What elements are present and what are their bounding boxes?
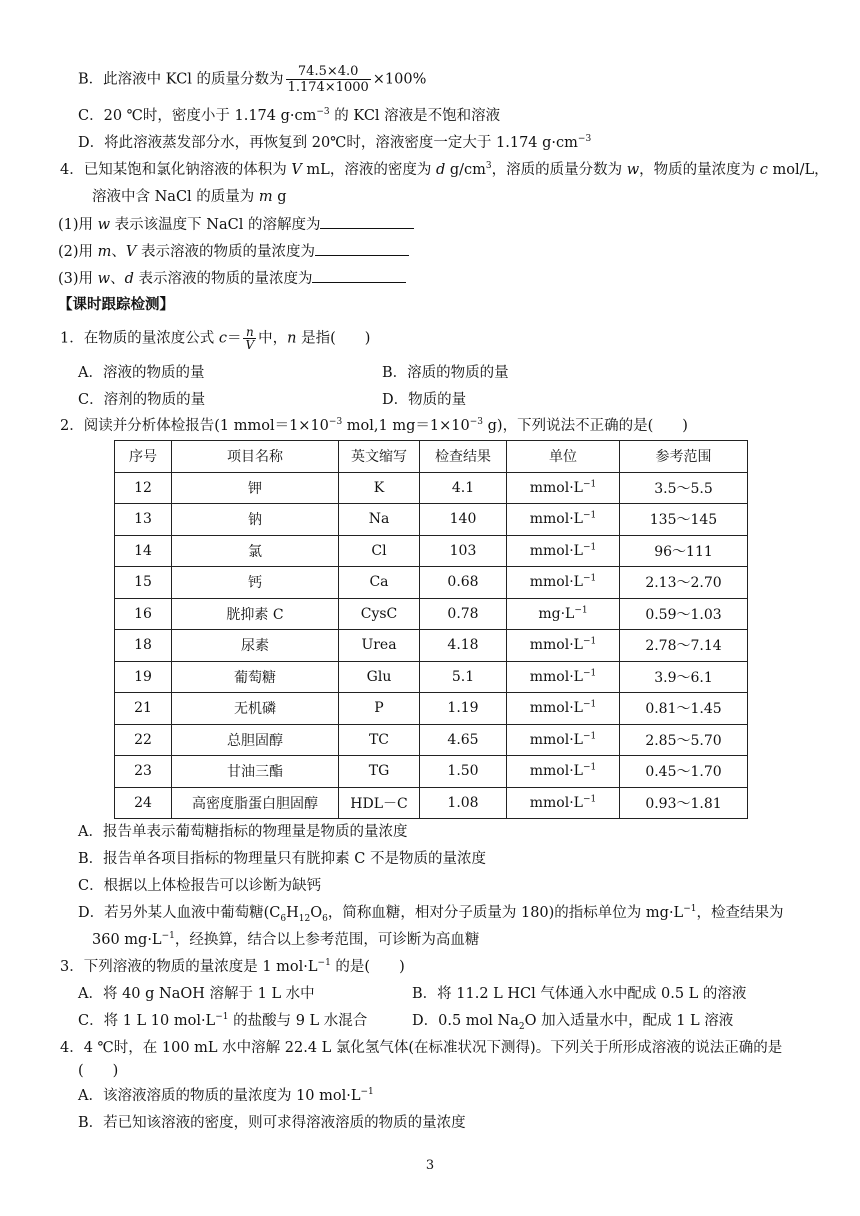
var: c — [759, 162, 768, 178]
table-cell — [115, 630, 172, 662]
table-cell — [620, 630, 748, 662]
fraction — [286, 64, 371, 95]
text: 的盐酸与 9 L 水混合 — [228, 1013, 368, 1029]
p3-option-c — [78, 1011, 367, 1031]
cell-text: mmol·L — [529, 763, 583, 780]
text: B．此溶液中 KCl 的质量分数为 — [78, 71, 284, 88]
superscript: −1 — [582, 731, 597, 742]
var: V — [291, 162, 302, 178]
table-cell — [420, 472, 507, 504]
cell-text: mmol·L — [529, 668, 583, 685]
text: 、 — [110, 271, 125, 287]
superscript: −1 — [161, 931, 175, 942]
text: 、 — [111, 244, 126, 260]
col-header: 项目名称 — [172, 441, 339, 473]
text: 的是( ) — [330, 959, 405, 975]
superscript: −1 — [582, 668, 597, 679]
fraction — [243, 326, 256, 351]
superscript: 3 — [485, 161, 492, 172]
table-cell — [339, 756, 420, 788]
p3-option-a: A．将 40 g NaOH 溶解于 1 L 水中 — [78, 986, 315, 1002]
cell-text: 13 — [134, 511, 152, 528]
table-cell — [507, 756, 620, 788]
superscript: −1 — [215, 1012, 229, 1023]
text: 表示溶液的物质的量浓度为 — [136, 244, 315, 260]
q4-stem-line1 — [60, 160, 829, 180]
cell-text: 135～145 — [649, 512, 718, 529]
superscript: −1 — [582, 762, 597, 773]
q4-sub3 — [58, 268, 406, 289]
col-header: 单位 — [507, 441, 620, 473]
table-row — [115, 567, 748, 599]
table-row — [115, 472, 748, 504]
cell-text: mmol·L — [529, 542, 583, 559]
table-cell — [172, 598, 339, 630]
cell-text: 22 — [134, 731, 152, 748]
superscript: −1 — [582, 699, 597, 710]
cell-text: 19 — [134, 668, 152, 685]
text: (3)用 — [58, 271, 98, 287]
text: 的 KCl 溶液是不饱和溶液 — [329, 108, 501, 124]
table-cell — [420, 598, 507, 630]
col-header: 英文缩写 — [339, 441, 420, 473]
fraction-numerator: 74.5×4.0 — [286, 64, 371, 80]
cell-text: Glu — [366, 668, 392, 685]
superscript: −1 — [582, 479, 597, 490]
p2-option-d-cont — [92, 930, 479, 950]
table-cell — [115, 504, 172, 536]
text: (2)用 — [58, 244, 98, 260]
col-header: 检查结果 — [420, 441, 507, 473]
table-cell — [172, 756, 339, 788]
cell-text: CysC — [360, 605, 398, 622]
cell-text: 140 — [449, 511, 477, 528]
text: ，溶质的质量分数为 — [491, 162, 627, 178]
table-cell — [620, 598, 748, 630]
superscript: −3 — [577, 134, 592, 145]
p4-option-a — [78, 1086, 374, 1106]
p2-option-c: C．根据以上体检报告可以诊断为缺钙 — [78, 878, 322, 894]
cell-text: mmol·L — [529, 794, 583, 811]
p1-option-b: B．溶质的物质的量 — [382, 365, 509, 381]
superscript: −1 — [582, 510, 597, 521]
text: mL，溶液的密度为 — [301, 162, 436, 178]
cell-text: 3.9～6.1 — [654, 669, 713, 686]
table-row — [115, 598, 748, 630]
cell-text: HDL－C — [350, 795, 408, 812]
text: C．20 ℃时，密度小于 1.174 g·cm — [78, 108, 317, 124]
p1-option-c: C．溶剂的物质的量 — [78, 392, 206, 408]
cell-text: 高密度脂蛋白胆固醇 — [192, 795, 318, 812]
superscript: −3 — [316, 107, 330, 118]
text: D．将此溶液蒸发部分水，再恢复到 20℃时，溶液密度一定大于 1.174 g·cm — [78, 135, 578, 151]
table-row — [115, 787, 748, 819]
cell-text: 0.45～1.70 — [645, 764, 722, 781]
cell-text: 18 — [134, 637, 152, 654]
superscript: −1 — [582, 542, 597, 553]
cell-text: 24 — [134, 794, 152, 811]
cell-text: 103 — [449, 542, 477, 559]
cell-text: 1.08 — [447, 794, 479, 811]
table-cell — [339, 598, 420, 630]
table-cell — [172, 630, 339, 662]
table-cell — [172, 787, 339, 819]
cell-text: 23 — [134, 763, 152, 780]
table-cell — [620, 787, 748, 819]
text: 溶液中含 NaCl 的质量为 — [92, 189, 259, 205]
cell-text: 3.5～5.5 — [654, 480, 713, 497]
cell-text: 0.81～1.45 — [645, 701, 722, 718]
table-cell — [507, 504, 620, 536]
cell-text: 钙 — [248, 575, 262, 592]
page-number: 3 — [425, 1158, 435, 1173]
superscript: −1 — [317, 958, 331, 969]
cell-text: 0.78 — [447, 605, 479, 622]
table-cell — [172, 472, 339, 504]
subscript: 2 — [518, 1021, 525, 1032]
superscript: −1 — [683, 904, 697, 915]
var: d — [435, 162, 446, 178]
p4-stem-cont: ( ) — [78, 1063, 119, 1079]
cell-text: 5.1 — [451, 668, 475, 685]
table-cell — [339, 661, 420, 693]
table-cell — [507, 567, 620, 599]
cell-text: 2.85～5.70 — [645, 732, 722, 749]
cell-text: 氯 — [248, 543, 262, 560]
text: 是指( ) — [296, 330, 371, 347]
table-row — [115, 504, 748, 536]
table-cell — [339, 504, 420, 536]
cell-text: Cl — [371, 542, 387, 559]
text: D．0.5 mol Na — [412, 1013, 519, 1029]
table-cell — [507, 787, 620, 819]
fraction-denominator: 1.174×1000 — [287, 80, 369, 95]
cell-text: 胱抑素 C — [226, 606, 284, 623]
superscript: −3 — [328, 417, 343, 428]
lab-report-table — [114, 440, 748, 819]
answer-blank[interactable] — [320, 214, 414, 229]
table-cell — [420, 756, 507, 788]
table-cell — [620, 567, 748, 599]
table-row — [115, 630, 748, 662]
text: 4．已知某饱和氯化钠溶液的体积为 — [60, 162, 292, 178]
cell-text: Na — [368, 511, 390, 528]
cell-text: 0.68 — [447, 574, 479, 591]
table-cell — [620, 693, 748, 725]
table-cell — [620, 504, 748, 536]
text: 中， — [258, 330, 288, 347]
table-cell — [115, 756, 172, 788]
p1-option-d: D．物质的量 — [382, 392, 467, 408]
cell-text: 无机磷 — [234, 701, 276, 718]
text: ＝ — [226, 330, 242, 347]
text: 表示该温度下 NaCl 的溶解度为 — [110, 217, 321, 233]
subscript: 6 — [280, 913, 287, 924]
col-header: 参考范围 — [620, 441, 748, 473]
cell-text: 1.50 — [447, 763, 479, 780]
p4-option-b: B．若已知该溶液的密度，则可求得溶液溶质的物质的量浓度 — [78, 1115, 466, 1131]
var: m — [258, 189, 273, 205]
text: 表示溶液的物质的量浓度为 — [133, 271, 313, 287]
superscript: −1 — [582, 636, 597, 647]
cell-text: TC — [368, 731, 390, 748]
table-cell — [172, 504, 339, 536]
superscript: −1 — [582, 794, 597, 805]
cell-text: mmol·L — [529, 700, 583, 717]
cell-text: mmol·L — [529, 511, 583, 528]
q4-sub2 — [58, 241, 409, 262]
text: (1)用 — [58, 217, 98, 233]
table-cell — [420, 630, 507, 662]
cell-text: 1.19 — [447, 700, 479, 717]
text: A．该溶液溶质的物质的量浓度为 10 mol·L — [78, 1088, 361, 1104]
text: ，检查结果为 — [696, 905, 784, 921]
var: w — [626, 162, 640, 178]
text: mol,1 mg＝1×10 — [342, 418, 470, 434]
cell-text: 21 — [134, 700, 152, 717]
q3-option-c — [78, 106, 500, 126]
var: w — [97, 271, 111, 287]
text: D．若另外某人血液中葡萄糖(C — [78, 905, 281, 921]
text: H — [286, 905, 299, 921]
table-row — [115, 693, 748, 725]
cell-text: P — [374, 700, 384, 717]
table-cell — [339, 472, 420, 504]
table-row — [115, 724, 748, 756]
table-cell — [507, 661, 620, 693]
var: n — [287, 330, 297, 347]
p4-stem: 4．4 ℃时，在 100 mL 水中溶解 22.4 L 氯化氢气体(在标准状况下测得)。下列关于所形成溶液的说法正确的是 — [60, 1040, 783, 1056]
text: 360 mg·L — [92, 932, 162, 948]
q4-sub1 — [58, 214, 414, 235]
text: C．将 1 L 10 mol·L — [78, 1013, 216, 1029]
p3-stem — [60, 957, 405, 977]
p3-option-d — [412, 1011, 733, 1031]
fraction-numerator: n — [243, 326, 256, 339]
table-cell — [420, 661, 507, 693]
table-cell — [115, 661, 172, 693]
table-cell — [172, 535, 339, 567]
text: 2．阅读并分析体检报告(1 mmol＝1×10 — [60, 418, 329, 434]
table-cell — [115, 598, 172, 630]
cell-text: 2.78～7.14 — [645, 638, 722, 655]
subscript: 6 — [322, 913, 328, 924]
q3-option-d — [78, 133, 591, 153]
text: ，物质的量浓度为 — [639, 162, 760, 178]
cell-text: 4.18 — [447, 637, 479, 654]
superscript: −1 — [360, 1087, 374, 1098]
cell-text: 4.1 — [451, 479, 475, 496]
text: 1．在物质的量浓度公式 — [60, 330, 219, 347]
table-cell — [172, 693, 339, 725]
table-cell — [339, 724, 420, 756]
cell-text: 钾 — [248, 480, 262, 497]
text: g/cm — [445, 162, 486, 178]
table-cell — [115, 693, 172, 725]
table-header-row — [115, 441, 748, 473]
subscript: 12 — [298, 913, 311, 924]
cell-text: 0.93～1.81 — [645, 795, 722, 812]
text: O 加入适量水中，配成 1 L 溶液 — [524, 1013, 734, 1029]
table-cell — [115, 535, 172, 567]
table-row — [115, 661, 748, 693]
table-cell — [420, 724, 507, 756]
superscript: −1 — [582, 573, 597, 584]
table-cell — [507, 598, 620, 630]
cell-text: mg·L — [538, 605, 575, 622]
table-cell — [115, 472, 172, 504]
table-cell — [420, 504, 507, 536]
cell-text: 15 — [134, 574, 152, 591]
table-cell — [420, 787, 507, 819]
var: m — [97, 244, 112, 260]
table-cell — [620, 756, 748, 788]
table-cell — [172, 661, 339, 693]
cell-text: 96～111 — [654, 543, 713, 560]
cell-text: 葡萄糖 — [234, 669, 276, 686]
superscript: −3 — [469, 417, 484, 428]
col-header: 序号 — [115, 441, 172, 473]
table-cell — [507, 630, 620, 662]
table-row — [115, 756, 748, 788]
q4-stem-line2 — [92, 187, 287, 207]
answer-blank[interactable] — [312, 268, 406, 283]
text: 3．下列溶液的物质的量浓度是 1 mol·L — [60, 959, 318, 975]
table-cell — [420, 535, 507, 567]
var: d — [124, 271, 134, 287]
table-cell — [172, 567, 339, 599]
text: g)，下列说法不正确的是( ) — [483, 418, 688, 434]
table-cell — [420, 693, 507, 725]
p2-option-a: A．报告单表示葡萄糖指标的物理量是物质的量浓度 — [78, 824, 408, 840]
table-cell — [620, 724, 748, 756]
var: w — [97, 217, 111, 233]
table-cell — [507, 693, 620, 725]
table-cell — [507, 724, 620, 756]
table-body — [115, 472, 748, 819]
cell-text: TG — [368, 763, 390, 780]
text: ，简称血糖，相对分子质量为 180)的指标单位为 mg·L — [327, 905, 684, 921]
cell-text: K — [373, 479, 385, 496]
p3-option-b: B．将 11.2 L HCl 气体通入水中配成 0.5 L 的溶液 — [412, 986, 747, 1002]
table-cell — [507, 472, 620, 504]
text: mol/L， — [767, 162, 829, 178]
table-cell — [339, 535, 420, 567]
p1-option-a: A．溶液的物质的量 — [78, 365, 205, 381]
p2-option-b: B．报告单各项目指标的物理量只有胱抑素 C 不是物质的量浓度 — [78, 851, 486, 867]
table-cell — [620, 661, 748, 693]
p2-stem — [60, 416, 688, 436]
table-cell — [507, 535, 620, 567]
section-heading: 【课时跟踪检测】 — [58, 296, 174, 313]
cell-text: Urea — [361, 637, 397, 654]
table-cell — [339, 787, 420, 819]
table-cell — [115, 567, 172, 599]
cell-text: mmol·L — [529, 731, 583, 748]
cell-text: 12 — [134, 479, 152, 496]
table-row — [115, 535, 748, 567]
cell-text: 0.59～1.03 — [645, 606, 722, 623]
answer-blank[interactable] — [315, 241, 409, 256]
text: g — [272, 189, 287, 205]
cell-text: 14 — [134, 542, 152, 559]
table-cell — [339, 693, 420, 725]
cell-text: 甘油三酯 — [227, 764, 283, 781]
table-cell — [339, 567, 420, 599]
text: ×100% — [372, 71, 427, 88]
text: O — [310, 905, 323, 921]
p2-option-d — [78, 903, 783, 923]
cell-text: 2.13～2.70 — [645, 575, 722, 592]
table-cell — [115, 787, 172, 819]
cell-text: mmol·L — [529, 637, 583, 654]
text: ，经换算，结合以上参考范围，可诊断为高血糖 — [174, 932, 480, 948]
p1-stem — [60, 326, 370, 351]
cell-text: mmol·L — [529, 479, 583, 496]
table-cell — [620, 472, 748, 504]
cell-text: Ca — [369, 574, 389, 591]
table-cell — [620, 535, 748, 567]
cell-text: 总胆固醇 — [227, 732, 283, 749]
superscript: −1 — [574, 605, 588, 616]
cell-text: 4.65 — [447, 731, 479, 748]
var: c — [218, 330, 227, 347]
cell-text: 尿素 — [241, 638, 269, 655]
table-cell — [172, 724, 339, 756]
cell-text: 钠 — [248, 512, 262, 529]
cell-text: 16 — [134, 605, 152, 622]
table-cell — [339, 630, 420, 662]
q3-option-b — [78, 64, 426, 95]
var: V — [125, 244, 137, 260]
table-cell — [420, 567, 507, 599]
fraction-denominator: V — [245, 338, 255, 352]
cell-text: mmol·L — [529, 574, 583, 591]
table-cell — [115, 724, 172, 756]
